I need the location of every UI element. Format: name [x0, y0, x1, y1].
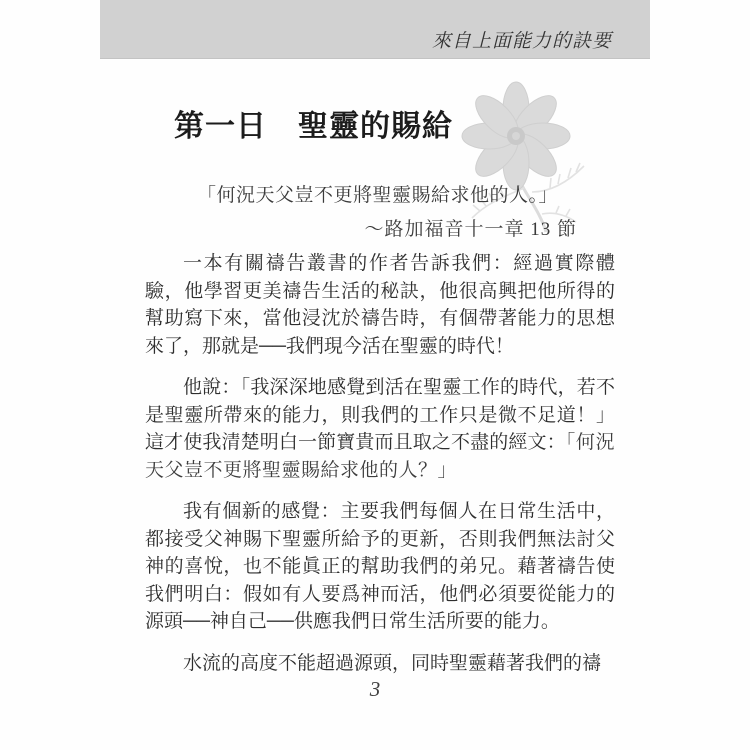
paragraph-3: 我有個新的感覺：主要我們每個人在日常生活中，都接受父神賜下聖靈所給予的更新，否則我們無法討父神的喜悅，也不能眞正的幫助我們的弟兄。藉著禱告使我們明白：假如有人要爲神而活，他們必須要從能力的源頭──神自己──供應我們日常生活所要的能力。 — [145, 501, 615, 632]
chapter-title: 第一日 聖靈的賜給 — [174, 110, 453, 143]
page-number: 3 — [369, 677, 381, 701]
paragraph-1: 一本有關禱告叢書的作者告訴我們：經過實際體驗，他學習更美禱告生活的秘訣，他很高興把他所得的幫助寫下來，當他浸沈於禱告時，有個帶著能力的思想來了，那就是──我們現今活在聖靈的時代！ — [145, 253, 615, 357]
running-head-bar — [100, 0, 650, 59]
paragraph-2-main: 他說：「我深深地感覺到活在聖靈工作的時代，若不是聖靈所帶來的能力，則我們的工作只是微不足道！」這才使我清楚明白一節寶貴而且取之不盡的經文： — [145, 377, 615, 453]
running-head-title: 來自上面能力的訣要 — [431, 31, 612, 52]
paragraph-4: 水流的高度不能超過源頭，同時聖靈藉著我們的禱 — [183, 652, 602, 674]
epigraph-attribution: ～路加福音十一章 13 節 — [364, 219, 577, 240]
epigraph-quote: 「何況天父豈不更將聖靈賜給求他的人。」 — [197, 185, 559, 206]
body-text — [145, 250, 615, 691]
paragraph-2 — [145, 374, 615, 484]
epigraph — [197, 180, 577, 241]
paragraph-2-scripture-quote: 「何況天父豈不更將聖靈賜給求他的人？」 — [145, 432, 615, 481]
